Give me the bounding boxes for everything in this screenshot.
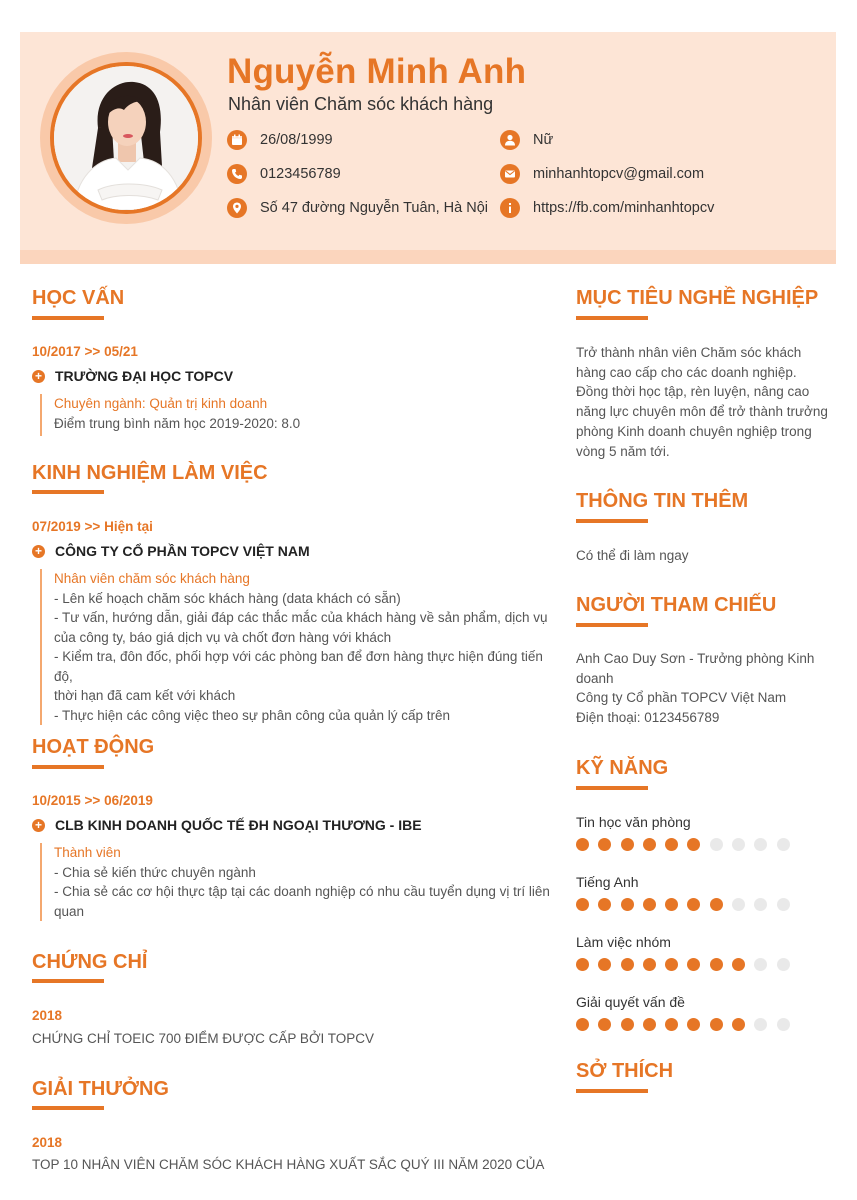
experience-line: - Lên kế hoạch chăm sóc khách hàng (data khách có sẵn) bbox=[54, 590, 401, 606]
email-row bbox=[500, 164, 704, 184]
skill-name: Làm việc nhóm bbox=[576, 934, 671, 950]
objective-line: phòng Kinh doanh chuyên nghiệp trong bbox=[576, 423, 812, 439]
facebook-text[interactable]: https://fb.com/minhanhtopcv bbox=[533, 200, 715, 216]
skill-rating bbox=[576, 898, 799, 911]
references-underline bbox=[576, 623, 648, 627]
references-text bbox=[576, 649, 814, 728]
avatar bbox=[50, 62, 202, 214]
skill-dot bbox=[576, 1018, 589, 1031]
skill-dot bbox=[777, 838, 790, 851]
experience-line: - Thực hiện các công việc theo sự phân công của quản lý cấp trên bbox=[54, 707, 451, 723]
skill-dot bbox=[621, 898, 634, 911]
experience-date: 07/2019 >> Hiện tại bbox=[32, 519, 153, 534]
more-info-title: THÔNG TIN THÊM bbox=[576, 490, 749, 512]
skill-dot bbox=[732, 958, 745, 971]
plus-icon: + bbox=[32, 370, 45, 383]
skills-underline bbox=[576, 786, 648, 790]
objective-line: vòng 5 năm tới. bbox=[576, 443, 670, 459]
activities-line: - Chia sẻ các cơ hội thực tập tại các doanh nghiệp có nhu cầu tuyển dụng vị trí liên bbox=[54, 884, 550, 899]
phone-text: 0123456789 bbox=[260, 166, 341, 182]
skill-dot bbox=[576, 838, 589, 851]
activities-details bbox=[40, 843, 560, 921]
email-text[interactable]: minhanhtopcv@gmail.com bbox=[533, 166, 705, 182]
experience-company bbox=[32, 543, 310, 559]
education-details bbox=[40, 394, 300, 436]
skill-dot bbox=[754, 1018, 767, 1031]
skill-dot bbox=[687, 898, 700, 911]
activities-title: HOẠT ĐỘNG bbox=[32, 736, 155, 758]
experience-line: thời hạn đã cam kết với khách bbox=[54, 688, 236, 703]
reference-line: Công ty Cổ phần TOPCV Việt Nam bbox=[576, 690, 787, 706]
skill-dot bbox=[643, 898, 656, 911]
education-underline bbox=[32, 316, 104, 320]
objective-underline bbox=[576, 316, 648, 320]
activities-club bbox=[32, 817, 422, 833]
skill-dot bbox=[643, 1018, 656, 1031]
education-school bbox=[32, 368, 233, 384]
experience-title: KINH NGHIỆM LÀM VIỆC bbox=[32, 462, 268, 484]
experience-line: - Tư vấn, hướng dẫn, giải đáp các thắc mắc của khách hàng về sản phẩm, dịch vụ bbox=[54, 610, 548, 625]
skill-name: Tiếng Anh bbox=[576, 874, 639, 890]
activities-line: quan bbox=[54, 903, 85, 919]
objective-line: năng lực chuyên môn để trở thành trưởng bbox=[576, 404, 828, 420]
skill-dot bbox=[687, 1018, 700, 1031]
skill-dot bbox=[687, 958, 700, 971]
references-title: NGƯỜI THAM CHIẾU bbox=[576, 594, 777, 616]
objective-line: hàng cao cấp cho các doanh nghiệp. bbox=[576, 364, 797, 380]
skill-dot bbox=[754, 898, 767, 911]
school-name: TRƯỜNG ĐẠI HỌC TOPCV bbox=[55, 368, 234, 384]
awards-underline bbox=[32, 1106, 104, 1110]
certificate-text: CHỨNG CHỈ TOEIC 700 ĐIỂM ĐƯỢC CẤP BỞI TOPCV bbox=[32, 1031, 375, 1046]
address-text: Số 47 đường Nguyễn Tuân, Hà Nội bbox=[260, 200, 488, 216]
activities-role: Thành viên bbox=[54, 845, 121, 860]
skill-dot bbox=[710, 958, 723, 971]
education-title: HỌC VẤN bbox=[32, 287, 125, 309]
skill-dot bbox=[598, 1018, 611, 1031]
candidate-name: Nguyễn Minh Anh bbox=[227, 52, 527, 91]
birthday-row bbox=[227, 130, 333, 150]
skill-rating bbox=[576, 958, 799, 971]
experience-underline bbox=[32, 490, 104, 494]
facebook-row bbox=[500, 198, 714, 218]
skill-dot bbox=[710, 898, 723, 911]
plus-icon: + bbox=[32, 819, 45, 832]
phone-icon bbox=[227, 164, 247, 184]
award-text: TOP 10 NHÂN VIÊN CHĂM SÓC KHÁCH HÀNG XUẤT SẮC QUÝ III NĂM 2020 CỦA bbox=[32, 1157, 545, 1172]
certificates-title: CHỨNG CHỈ bbox=[32, 951, 148, 973]
more-info-underline bbox=[576, 519, 648, 523]
location-icon bbox=[227, 198, 247, 218]
education-major: Chuyên ngành: Quản trị kinh doanh bbox=[54, 396, 268, 411]
phone-row bbox=[227, 164, 341, 184]
skill-dot bbox=[643, 838, 656, 851]
skill-dot bbox=[665, 1018, 678, 1031]
skills-title: KỸ NĂNG bbox=[576, 757, 669, 779]
skill-dot bbox=[621, 958, 634, 971]
skill-dot bbox=[665, 958, 678, 971]
info-icon bbox=[500, 198, 520, 218]
header-bottom-strip bbox=[20, 250, 836, 264]
club-name: CLB KINH DOANH QUỐC TẾ ĐH NGOẠI THƯƠNG - IBE bbox=[55, 817, 422, 833]
gender-row bbox=[500, 130, 553, 150]
awards-title: GIẢI THƯỞNG bbox=[32, 1078, 169, 1100]
objective-title: MỤC TIÊU NGHỀ NGHIỆP bbox=[576, 287, 819, 309]
email-icon bbox=[500, 164, 520, 184]
birthday-text: 26/08/1999 bbox=[260, 132, 333, 148]
activities-date: 10/2015 >> 06/2019 bbox=[32, 793, 153, 808]
skill-dot bbox=[598, 838, 611, 851]
skill-dot bbox=[732, 898, 745, 911]
skill-dot bbox=[754, 958, 767, 971]
reference-line: doanh bbox=[576, 670, 614, 686]
certificate-year: 2018 bbox=[32, 1008, 63, 1023]
skill-dot bbox=[777, 958, 790, 971]
address-row bbox=[227, 198, 488, 218]
activities-underline bbox=[32, 765, 104, 769]
skill-dot bbox=[576, 898, 589, 911]
objective-line: Trở thành nhân viên Chăm sóc khách bbox=[576, 345, 802, 360]
skill-dot bbox=[710, 838, 723, 851]
certificates-underline bbox=[32, 979, 104, 983]
education-date: 10/2017 >> 05/21 bbox=[32, 344, 138, 359]
skill-dot bbox=[732, 1018, 745, 1031]
skill-dot bbox=[576, 958, 589, 971]
skill-dot bbox=[621, 838, 634, 851]
experience-details bbox=[40, 569, 560, 725]
experience-line: - Kiểm tra, đôn đốc, phối hợp với các phòng ban để đơn hàng thực hiện đúng tiến độ, bbox=[54, 649, 543, 684]
objective-text bbox=[576, 343, 828, 461]
objective-line: Đồng thời học tập, rèn luyện, nâng cao bbox=[576, 384, 810, 400]
experience-line: của công ty, báo giá dịch vụ và chốt đơn hàng với khách bbox=[54, 629, 392, 645]
reference-line: Điện thoại: 0123456789 bbox=[576, 710, 720, 726]
award-year: 2018 bbox=[32, 1135, 63, 1150]
skill-dot bbox=[665, 838, 678, 851]
skill-dot bbox=[754, 838, 767, 851]
reference-line: Anh Cao Duy Sơn - Trưởng phòng Kinh bbox=[576, 651, 815, 666]
skill-dot bbox=[777, 898, 790, 911]
skill-name: Giải quyết vấn đề bbox=[576, 994, 685, 1010]
calendar-icon bbox=[227, 130, 247, 150]
skill-dot bbox=[732, 838, 745, 851]
hobbies-underline bbox=[576, 1089, 648, 1093]
more-info-text: Có thể đi làm ngay bbox=[576, 548, 689, 563]
hobbies-title: SỞ THÍCH bbox=[576, 1060, 674, 1082]
skill-dot bbox=[621, 1018, 634, 1031]
skill-dot bbox=[665, 898, 678, 911]
skill-dot bbox=[598, 958, 611, 971]
skill-dot bbox=[687, 838, 700, 851]
skill-dot bbox=[643, 958, 656, 971]
skill-rating bbox=[576, 838, 799, 851]
education-gpa: Điểm trung bình năm học 2019-2020: 8.0 bbox=[54, 415, 301, 431]
experience-position: Nhân viên chăm sóc khách hàng bbox=[54, 571, 250, 586]
skill-name: Tin học văn phòng bbox=[576, 814, 691, 830]
skill-dot bbox=[710, 1018, 723, 1031]
skill-dot bbox=[777, 1018, 790, 1031]
plus-icon: + bbox=[32, 545, 45, 558]
candidate-role: Nhân viên Chăm sóc khách hàng bbox=[228, 94, 494, 114]
person-icon bbox=[500, 130, 520, 150]
activities-line: - Chia sẻ kiến thức chuyên ngành bbox=[54, 864, 256, 880]
company-name: CÔNG TY CỔ PHẦN TOPCV VIỆT NAM bbox=[55, 543, 310, 559]
skill-dot bbox=[598, 898, 611, 911]
skill-rating bbox=[576, 1018, 799, 1031]
gender-text: Nữ bbox=[533, 132, 554, 148]
